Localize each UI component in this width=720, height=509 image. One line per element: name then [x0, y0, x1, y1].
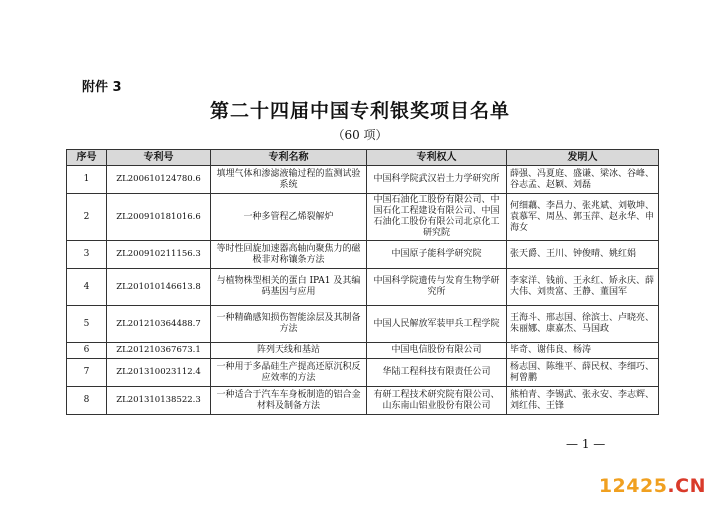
row-patent-name: 等时性回旋加速器高轴向聚焦力的磁极非对称镶条方法	[211, 241, 367, 269]
row-inventors: 何细藕、李昌力、张兆斌、刘敬坤、袁慕军、周丛、郭玉萍、赵永华、申海女	[507, 194, 659, 241]
table-row	[67, 269, 659, 306]
row-patent-name: 一种精确感知损伤智能涂层及其制备方法	[211, 306, 367, 343]
header-inventors: 发明人	[507, 150, 659, 166]
row-inventors: 杨志国、陈维平、薛民权、李细巧、柯曾鹏	[507, 359, 659, 387]
row-patent-no: ZL201310023112.4	[107, 359, 211, 387]
row-inventors: 熊柏青、李锡武、张永安、李志辉、刘红伟、王锋	[507, 387, 659, 415]
page-title: 第二十四届中国专利银奖项目名单	[209, 100, 510, 122]
row-holder: 中国科学院遗传与发育生物学研究所	[367, 269, 507, 306]
page-number: — 1 —	[566, 437, 606, 451]
row-patent-name: 阵列天线和基站	[211, 343, 367, 359]
row-holder: 中国石油化工股份有限公司、中国石化工程建设有限公司、中国石油化工股份有限公司北京化工研究院	[367, 194, 507, 241]
row-holder: 中国电信股份有限公司	[367, 343, 507, 359]
row-inventors: 王海斗、邢志国、徐滨士、卢晓亮、朱丽娜、康嘉杰、马国政	[507, 306, 659, 343]
table-row	[67, 306, 659, 343]
row-no: 8	[67, 387, 107, 415]
table-row	[67, 194, 659, 241]
row-patent-no: ZL201310138522.3	[107, 387, 211, 415]
item-count: （60 项）	[332, 128, 388, 142]
row-inventors: 李家洋、钱前、王永红、矫永庆、薛大伟、刘贵富、王静、董国军	[507, 269, 659, 306]
header-holder: 专利权人	[367, 150, 507, 166]
table-row	[67, 166, 659, 194]
row-no: 3	[67, 241, 107, 269]
header-patent-no: 专利号	[107, 150, 211, 166]
row-holder: 有研工程技术研究院有限公司、山东南山铝业股份有限公司	[367, 387, 507, 415]
patent-table	[66, 149, 659, 415]
header-no: 序号	[67, 150, 107, 166]
row-patent-no: ZL201210367673.1	[107, 343, 211, 359]
row-no: 2	[67, 194, 107, 241]
row-patent-no: ZL201010146613.8	[107, 269, 211, 306]
row-patent-name: 一种适合于汽车车身板制造的铝合金材料及制备方法	[211, 387, 367, 415]
row-inventors: 薛强、冯夏庭、盛谦、梁冰、谷峰、谷志孟、赵颖、刘磊	[507, 166, 659, 194]
row-patent-no: ZL200910181016.6	[107, 194, 211, 241]
row-patent-no: ZL200610124780.6	[107, 166, 211, 194]
row-inventors: 毕奇、谢伟良、杨涛	[507, 343, 659, 359]
row-holder: 中国科学院武汉岩土力学研究所	[367, 166, 507, 194]
table-header-row	[67, 150, 659, 166]
row-patent-name: 填埋气体和渗滤液输过程的监测试验系统	[211, 166, 367, 194]
row-no: 7	[67, 359, 107, 387]
row-no: 4	[67, 269, 107, 306]
row-patent-no: ZL200910211156.3	[107, 241, 211, 269]
attachment-label: 附件 3	[82, 80, 122, 95]
row-holder: 华陆工程科技有限责任公司	[367, 359, 507, 387]
row-inventors: 张天爵、王川、钟俊晴、姚红娟	[507, 241, 659, 269]
table-row	[67, 241, 659, 269]
row-no: 5	[67, 306, 107, 343]
row-patent-name: 一种多管程乙烯裂解炉	[211, 194, 367, 241]
row-patent-no: ZL201210364488.7	[107, 306, 211, 343]
row-no: 6	[67, 343, 107, 359]
watermark-domain: .CN	[667, 475, 706, 497]
row-holder: 中国人民解放军装甲兵工程学院	[367, 306, 507, 343]
row-holder: 中国原子能科学研究院	[367, 241, 507, 269]
table-row	[67, 343, 659, 359]
watermark-number: 12425	[598, 475, 668, 497]
table-row	[67, 387, 659, 415]
row-no: 1	[67, 166, 107, 194]
row-patent-name: 一种用于多晶硅生产提高还原沉积反应效率的方法	[211, 359, 367, 387]
row-patent-name: 与植物株型相关的蛋白 IPA1 及其编码基因与应用	[211, 269, 367, 306]
table-row	[67, 359, 659, 387]
site-watermark	[599, 475, 706, 497]
header-patent-name: 专利名称	[211, 150, 367, 166]
